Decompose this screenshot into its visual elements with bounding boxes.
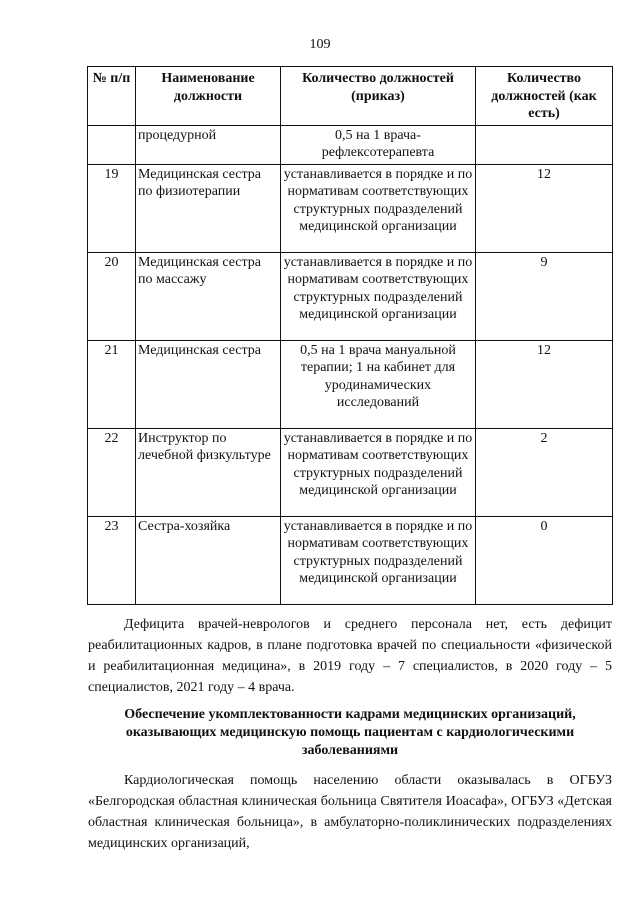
row-quantity-actual: 9 (476, 252, 613, 340)
row-number: 22 (88, 428, 136, 516)
header-quantity-actual: Количество должностей (как есть) (476, 67, 613, 126)
table-header-row (88, 67, 613, 126)
row-quantity-actual (476, 125, 613, 164)
paragraph-staff-deficit: Дефицита врачей-неврологов и среднего персонала нет, есть дефицит реабилитационных кадров, в плане подготовка врачей по специальности «физической и реабилитационная медицина», в 2019 году – 7 специалистов, в 2020 году – 5 специалистов, 2021 году – 4 врача. (88, 617, 612, 695)
table-row (88, 164, 613, 252)
row-quantity-order: устанавливается в порядке и по нормативам соответствующих структурных подразделений медицинской организации (281, 516, 476, 604)
section-heading: Обеспечение укомплектованности кадрами медицинских организаций, оказывающих медицинскую помощь пациентам с кардиологическими заболеваниями (124, 707, 576, 758)
table-row (88, 428, 613, 516)
row-position-name: Медицинская сестра по физиотерапии (136, 164, 281, 252)
staffing-table (87, 66, 613, 605)
row-number: 23 (88, 516, 136, 604)
row-quantity-actual: 0 (476, 516, 613, 604)
row-number: 19 (88, 164, 136, 252)
table-row (88, 125, 613, 164)
row-position-name: Медицинская сестра по массажу (136, 252, 281, 340)
table-row (88, 516, 613, 604)
header-number: № п/п (88, 67, 136, 126)
row-quantity-actual: 12 (476, 164, 613, 252)
row-position-name: Инструктор по лечебной физкультуре (136, 428, 281, 516)
row-quantity-actual: 12 (476, 340, 613, 428)
row-position-name: Сестра-хозяйка (136, 516, 281, 604)
paragraph-cardiology: Кардиологическая помощь населению области оказывалась в ОГБУЗ «Белгородская областная клиническая больница Святителя Иоасафа», ОГБУЗ «Детская областная клиническая больница», в амбулаторно-поликлинических подразделениях медицинских организаций, (88, 773, 612, 851)
row-position-name: процедурной (136, 125, 281, 164)
row-number: 21 (88, 340, 136, 428)
table-row (88, 340, 613, 428)
header-position-name: Наименование должности (136, 67, 281, 126)
table-row (88, 252, 613, 340)
row-position-name: Медицинская сестра (136, 340, 281, 428)
row-number: 20 (88, 252, 136, 340)
row-quantity-order: устанавливается в порядке и по нормативам соответствующих структурных подразделений медицинской организации (281, 428, 476, 516)
row-quantity-order: устанавливается в порядке и по нормативам соответствующих структурных подразделений медицинской организации (281, 164, 476, 252)
row-number (88, 125, 136, 164)
row-quantity-order: 0,5 на 1 врача мануальной терапии; 1 на кабинет для уродинамических исследований (281, 340, 476, 428)
row-quantity-order: устанавливается в порядке и по нормативам соответствующих структурных подразделений медицинской организации (281, 252, 476, 340)
page-number: 109 (309, 37, 331, 52)
row-quantity-actual: 2 (476, 428, 613, 516)
row-quantity-order: 0,5 на 1 врача-рефлексотерапевта (281, 125, 476, 164)
header-quantity-order: Количество должностей (приказ) (281, 67, 476, 126)
